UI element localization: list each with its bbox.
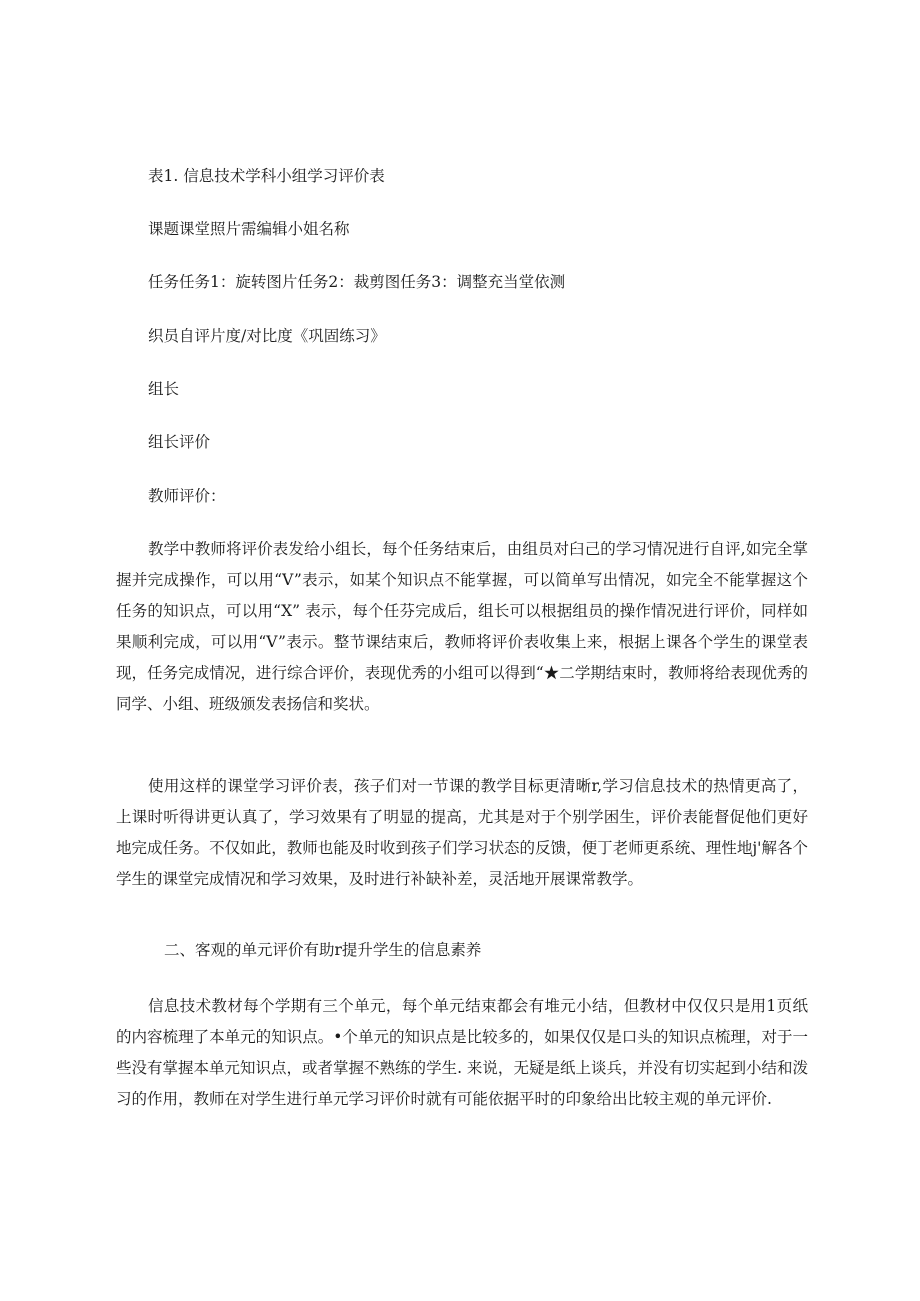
form-line-leader-eval: 组长评价 <box>148 433 211 451</box>
form-line-leader: 组长 <box>148 380 180 398</box>
form-line-tasks: 任务任务1：旋转图片任务2：裁剪图任务3：调整充当堂依测 <box>148 273 566 291</box>
form-line-teacher-eval: 教师评价： <box>148 487 226 505</box>
paragraph-unit-evaluation: 信息技术教材每个学期有三个单元，每个单元结束都会有堆元小结，但教材中仅仅只是用1页纸的内容梳理了本单元的知识点。•个单元的知识点是比较多的，如果仅仅是口头的知识点梳理，对于一些没有掌握本单元知识点，或者掌握不熟练的学生. 来说，无疑是纸上谈兵，并没有切实起到小结和泼习的作用，教师在对学生进行单元学习评价时就有可能依据平时的印象给出比较主观的单元评价. <box>116 997 808 1108</box>
section-heading: 二、客观的单元评价有助r提升学生的信息素养 <box>164 941 482 959</box>
paragraph-evaluation-process: 教学中教师将评价表发给小组长，每个任务结束后，由组员对臼己的学习情况进行自评,如完全掌握并完成操作，可以用“V”表示，如某个知识点不能掌握，可以简单写出情况，如完全不能掌握这个任务的知识点，可以用“X” 表示，每个任芬完成后，组长可以根据组员的操作情况进行评价，同样如果顺利完成，可以用“V”表示。整节课结束后，教师将评价表收集上来，根据上课各个学生的课堂表现，任务完成情况，进行综合评价，表现优秀的小组可以得到“★二学期结束时，教师将给表现优秀的同学、小组、班级颁发表扬信和奖状。 <box>116 540 808 713</box>
table-caption: 表1. 信息技术学科小组学习评价表 <box>148 167 385 185</box>
paragraph-evaluation-benefits: 使用这样的课堂学习评价表，孩子们对一节课的教学目标更清晰r,学习信息技术的热情更高了，上课时听得讲更认真了，学习效果有了明显的提高，尤其是对于个别学困生，评价表能督促他们更好地完成任务。不仅如此，教师也能及时收到孩子们学习状态的反馈，便丁老师更系统、理性地j'解各个学生的课堂完成情况和学习效果，及时进行补缺补差，灵活地开展课常教学。 <box>116 777 808 888</box>
form-line-topic: 课题课堂照片需编辑小姐名称 <box>148 220 350 238</box>
form-line-self-eval: 织员自评片度/对比度《巩固练习》 <box>148 327 386 345</box>
